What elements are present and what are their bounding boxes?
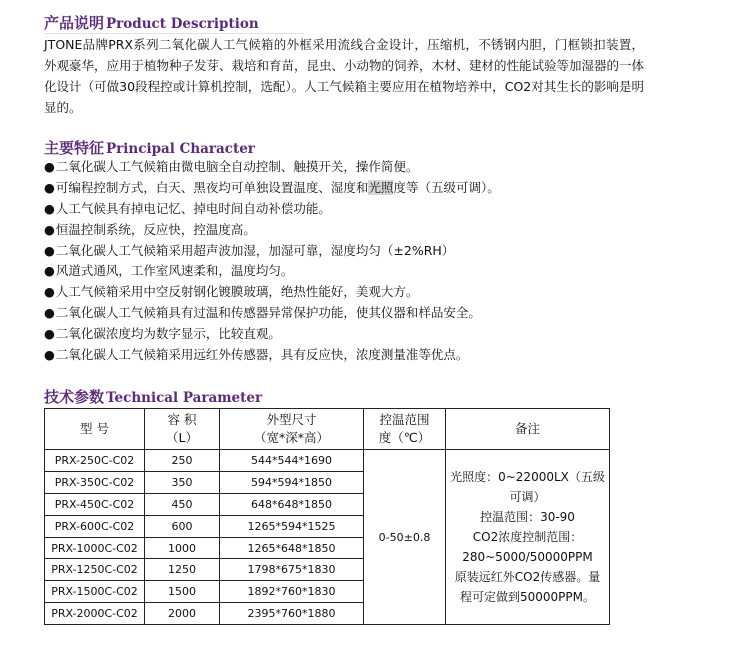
table-row <box>45 450 610 472</box>
cell-size: 1892*760*1830 <box>220 581 364 603</box>
cell-size: 1798*675*1830 <box>220 559 364 581</box>
table-header-row <box>45 409 610 450</box>
bullet-icon: ● <box>44 179 55 195</box>
feature-text: 人工气候具有掉电记忆、掉电时间自动补偿功能。 <box>55 200 331 216</box>
cell-model: PRX-2000C-C02 <box>45 603 145 625</box>
feature-item <box>44 324 500 345</box>
parameter-table <box>44 408 610 625</box>
cell-model: PRX-1250C-C02 <box>45 559 145 581</box>
bullet-icon: ● <box>44 221 55 237</box>
cell-size: 594*594*1850 <box>220 471 364 493</box>
cell-size: 2395*760*1880 <box>220 603 364 625</box>
feature-item <box>44 282 500 303</box>
params-heading-en: Technical Parameter <box>106 390 263 406</box>
header-range: 控温范围 度（℃） <box>364 409 446 450</box>
cell-size: 648*648*1850 <box>220 493 364 515</box>
cell-note <box>446 450 610 625</box>
technical-parameter-heading <box>44 386 262 406</box>
feature-text: 二氧化碳人工气候箱采用超声波加湿，加湿可靠，湿度均匀（±2%RH） <box>55 242 455 258</box>
feature-text: 恒温控制系统，反应快，控温度高。 <box>55 221 256 237</box>
feature-item <box>44 220 500 241</box>
cell-model: PRX-1500C-C02 <box>45 581 145 603</box>
header-model: 型 号 <box>45 409 145 450</box>
cell-volume: 600 <box>145 515 220 537</box>
feature-text: 人工气候箱采用中空反射钢化镀膜玻璃，绝热性能好，美观大方。 <box>55 284 419 300</box>
feature-item <box>44 178 500 199</box>
note-line: 280~5000/50000PPM <box>462 550 593 565</box>
cell-model: PRX-450C-C02 <box>45 493 145 515</box>
cell-model: PRX-600C-C02 <box>45 515 145 537</box>
feature-item <box>44 199 500 220</box>
bullet-icon: ● <box>44 263 55 279</box>
features-heading-cn: 主要特征 <box>44 139 105 157</box>
feature-text: 二氧化碳人工气候箱具有过温和传感器异常保护功能，使其仪器和样品安全。 <box>55 305 481 321</box>
feature-list <box>44 157 500 366</box>
cell-size: 544*544*1690 <box>220 450 364 472</box>
product-description-heading <box>44 12 259 32</box>
header-volume: 容 积 （L） <box>145 409 220 450</box>
header-note: 备注 <box>446 409 610 450</box>
bullet-icon: ● <box>44 284 55 300</box>
header-size: 外型尺寸 （宽*深*高） <box>220 409 364 450</box>
feature-text: 二氧化碳人工气候箱由微电脑全自动控制、触摸开关，操作简便。 <box>55 159 419 174</box>
cell-volume: 1000 <box>145 537 220 559</box>
feature-text: 二氧化碳浓度均为数字显示，比较直观。 <box>55 326 281 342</box>
cell-volume: 1500 <box>145 581 220 603</box>
cell-model: PRX-350C-C02 <box>45 471 145 493</box>
note-line: 控温范围：30-90 <box>480 510 575 525</box>
cell-model: PRX-250C-C02 <box>45 450 145 472</box>
cell-volume: 250 <box>145 450 220 472</box>
params-heading-cn: 技术参数 <box>44 388 105 406</box>
product-heading-en: Product Description <box>106 16 259 32</box>
feature-text: 可编程控制方式，白天、黑夜均可单独设置温度、湿度和光照度等（五级可调）。 <box>55 179 500 195</box>
highlighted-text: 光照 <box>368 179 394 195</box>
product-description-text: JTONE品牌PRX系列二氧化碳人工气候箱的外框采用流线合金设计，压缩机，不锈钢内胆，门框锁扣装置，外观豪华，应用于植物种子发芽、栽培和育苗，昆虫、小动物的饲养，木材、建材的性能试验等加湿器的一体化设计（可做30段程控或计算机控制，选配）。人工气候箱主要应用在植物培养中，CO2对其生长的影响是明显的。 <box>44 37 645 115</box>
product-heading-cn: 产品说明 <box>44 14 105 32</box>
bullet-icon: ● <box>44 326 55 342</box>
principal-character-heading <box>44 137 255 157</box>
cell-volume: 350 <box>145 471 220 493</box>
bullet-icon: ● <box>44 159 55 174</box>
note-line: 可调） <box>509 490 546 505</box>
note-line: 光照度：0~22000LX（五级 <box>450 470 605 485</box>
note-line: CO2浓度控制范围： <box>472 530 583 545</box>
cell-size: 1265*648*1850 <box>220 537 364 559</box>
note-line: 程可定做到50000PPM。 <box>459 590 595 605</box>
bullet-icon: ● <box>44 200 55 216</box>
bullet-icon: ● <box>44 347 55 363</box>
cell-model: PRX-1000C-C02 <box>45 537 145 559</box>
cell-size: 1265*594*1525 <box>220 515 364 537</box>
cell-volume: 1250 <box>145 559 220 581</box>
cell-volume: 450 <box>145 493 220 515</box>
cell-temperature-range: 0-50±0.8 <box>364 450 446 625</box>
note-line: 原装远红外CO2传感器。量 <box>454 570 601 585</box>
feature-item <box>44 345 500 366</box>
bullet-icon: ● <box>44 305 55 321</box>
feature-text: 二氧化碳人工气候箱采用远红外传感器，具有反应快，浓度测量准等优点。 <box>55 347 469 363</box>
features-heading-en: Principal Character <box>106 141 255 157</box>
feature-text: 风道式通风，工作室风速柔和，温度均匀。 <box>55 263 294 279</box>
feature-item <box>44 157 500 178</box>
feature-item <box>44 241 500 262</box>
feature-item <box>44 303 500 324</box>
cell-volume: 2000 <box>145 603 220 625</box>
bullet-icon: ● <box>44 242 55 258</box>
feature-item <box>44 261 500 282</box>
